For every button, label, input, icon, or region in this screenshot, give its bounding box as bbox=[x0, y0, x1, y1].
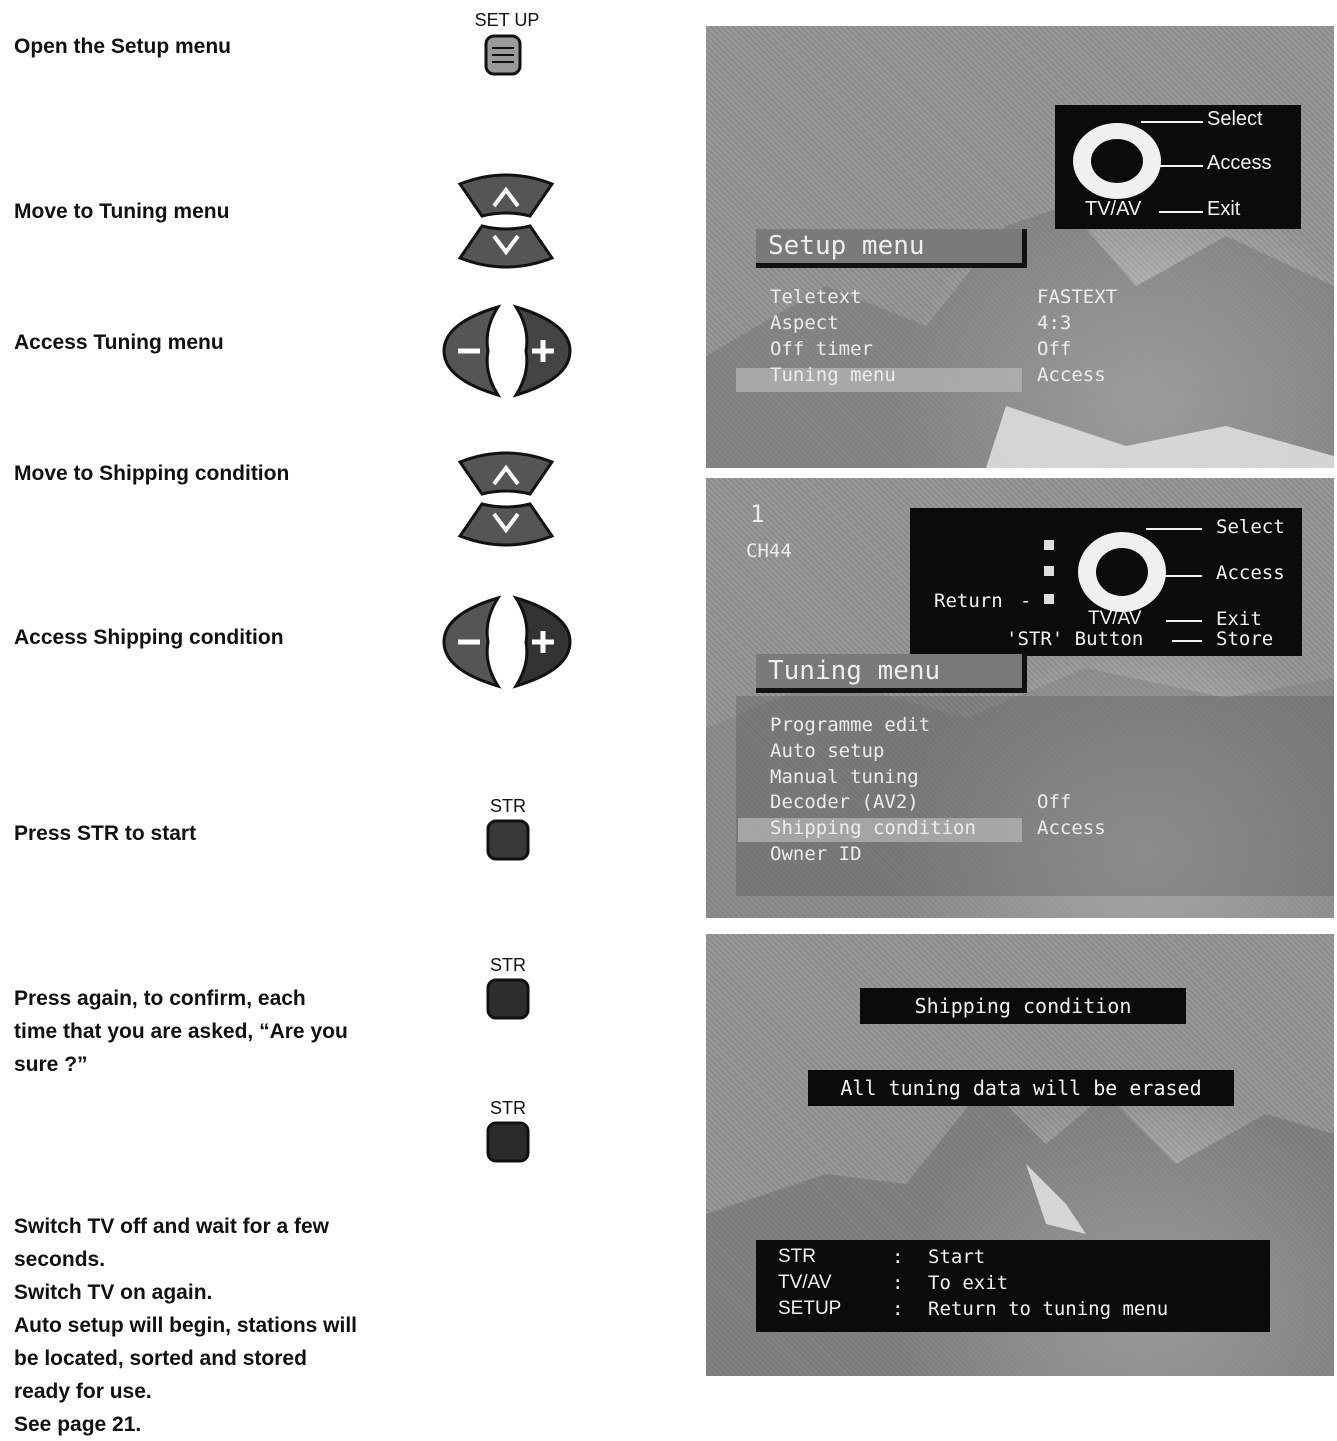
menu-value-off-timer: Off bbox=[1037, 338, 1072, 360]
hint-return: Return bbox=[934, 590, 1003, 612]
up-arrow-button[interactable] bbox=[460, 175, 552, 216]
step-press-str: Press STR to start bbox=[14, 822, 197, 845]
menu-value-aspect: 4:3 bbox=[1037, 312, 1072, 334]
hint-exit: Exit bbox=[1207, 198, 1241, 220]
setup-button-label: SET UP bbox=[474, 10, 540, 30]
hint-select: Select bbox=[1216, 516, 1285, 538]
str-label-2: STR bbox=[490, 955, 526, 975]
key-str: STR bbox=[778, 1246, 816, 1267]
up-arrow-button[interactable] bbox=[460, 453, 552, 494]
hint-exit: Exit bbox=[1216, 608, 1262, 630]
step-access-tuning: Access Tuning menu bbox=[14, 331, 224, 354]
key-help-box: STR : Start TV/AV : To exit SETUP : Return to tuning menu bbox=[756, 1240, 1270, 1332]
str-label-1: STR bbox=[490, 796, 526, 816]
menu-item-off-timer[interactable]: Off timer bbox=[770, 338, 873, 360]
dialog-title: Shipping condition bbox=[860, 988, 1186, 1024]
key-tvav: TV/AV bbox=[778, 1272, 832, 1293]
menu-item-aspect[interactable]: Aspect bbox=[770, 312, 839, 334]
step-confirm: Press again, to confirm, each time that you are asked, “Are you sure ?” bbox=[14, 987, 348, 1076]
menu-item-auto-setup[interactable]: Auto setup bbox=[770, 740, 885, 762]
step-switch-on: Switch TV on again. bbox=[14, 1281, 213, 1304]
step-open-setup: Open the Setup menu bbox=[14, 35, 232, 58]
key-setup-action: Return to tuning menu bbox=[928, 1298, 1169, 1320]
tv-screen-shipping-condition bbox=[706, 934, 1334, 1376]
hint-access: Access bbox=[1207, 152, 1272, 174]
menu-title: Tuning menu bbox=[756, 654, 1027, 693]
warning-message: All tuning data will be erased bbox=[808, 1070, 1234, 1106]
step-see-page: See page 21. bbox=[14, 1413, 142, 1436]
final-instructions bbox=[14, 1210, 374, 1441]
channel-number: 1 bbox=[750, 500, 765, 528]
step-access-shipping: Access Shipping condition bbox=[14, 626, 284, 649]
step-move-shipping: Move to Shipping condition bbox=[14, 462, 290, 485]
channel-name: CH44 bbox=[746, 540, 792, 562]
menu-value-shipping-condition: Access bbox=[1037, 817, 1106, 839]
setup-button[interactable] bbox=[484, 34, 522, 76]
menu-item-decoder[interactable]: Decoder (AV2) bbox=[770, 791, 919, 813]
step-move-tuning: Move to Tuning menu bbox=[14, 200, 230, 223]
menu-item-owner-id[interactable]: Owner ID bbox=[770, 843, 862, 865]
menu-value-tuning-menu: Access bbox=[1037, 364, 1106, 386]
menu-icon bbox=[484, 34, 522, 76]
down-arrow-button[interactable] bbox=[460, 504, 552, 545]
str-label-3: STR bbox=[490, 1098, 526, 1118]
hint-access: Access bbox=[1216, 562, 1285, 584]
str-button-3[interactable] bbox=[486, 1121, 530, 1163]
key-str-action: Start bbox=[928, 1246, 986, 1268]
menu-title: Setup menu bbox=[756, 229, 1027, 268]
menu-value-teletext: FASTEXT bbox=[1037, 286, 1118, 308]
str-button-1[interactable] bbox=[486, 819, 530, 861]
hint-str-button: 'STR' Button bbox=[1006, 628, 1144, 650]
tv-screen-setup-menu bbox=[706, 26, 1334, 468]
up-down-buttons-1[interactable] bbox=[456, 172, 556, 270]
hint-tvav: TV/AV bbox=[1085, 198, 1142, 220]
menu-item-manual-tuning[interactable]: Manual tuning bbox=[770, 766, 919, 788]
osd-hint-box: Select Access Return - TV/AV Exit 'STR' Button Store bbox=[910, 508, 1302, 656]
menu-item-shipping-condition[interactable]: Shipping condition bbox=[770, 817, 976, 839]
menu-value-decoder: Off bbox=[1037, 791, 1072, 813]
left-right-buttons-1[interactable] bbox=[440, 303, 574, 399]
hint-tvav: TV/AV bbox=[1088, 608, 1142, 629]
step-switch-off: Switch TV off and wait for a few seconds. bbox=[14, 1215, 330, 1271]
up-down-buttons-2[interactable] bbox=[456, 450, 556, 548]
down-arrow-button[interactable] bbox=[460, 226, 552, 267]
left-right-buttons-2[interactable] bbox=[440, 594, 574, 690]
menu-item-teletext[interactable]: Teletext bbox=[770, 286, 862, 308]
tv-screen-tuning-menu bbox=[706, 478, 1334, 918]
osd-hint-box bbox=[1055, 105, 1301, 229]
key-tvav-action: To exit bbox=[928, 1272, 1009, 1294]
menu-item-programme-edit[interactable]: Programme edit bbox=[770, 714, 931, 736]
hint-select: Select bbox=[1207, 108, 1263, 130]
str-button-2[interactable] bbox=[486, 978, 530, 1020]
menu-item-tuning-menu[interactable]: Tuning menu bbox=[770, 364, 896, 386]
hint-store: Store bbox=[1216, 628, 1274, 650]
key-setup: SETUP bbox=[778, 1298, 842, 1319]
step-auto-setup: Auto setup will begin, stations will be located, sorted and stored ready for use. bbox=[14, 1314, 358, 1403]
